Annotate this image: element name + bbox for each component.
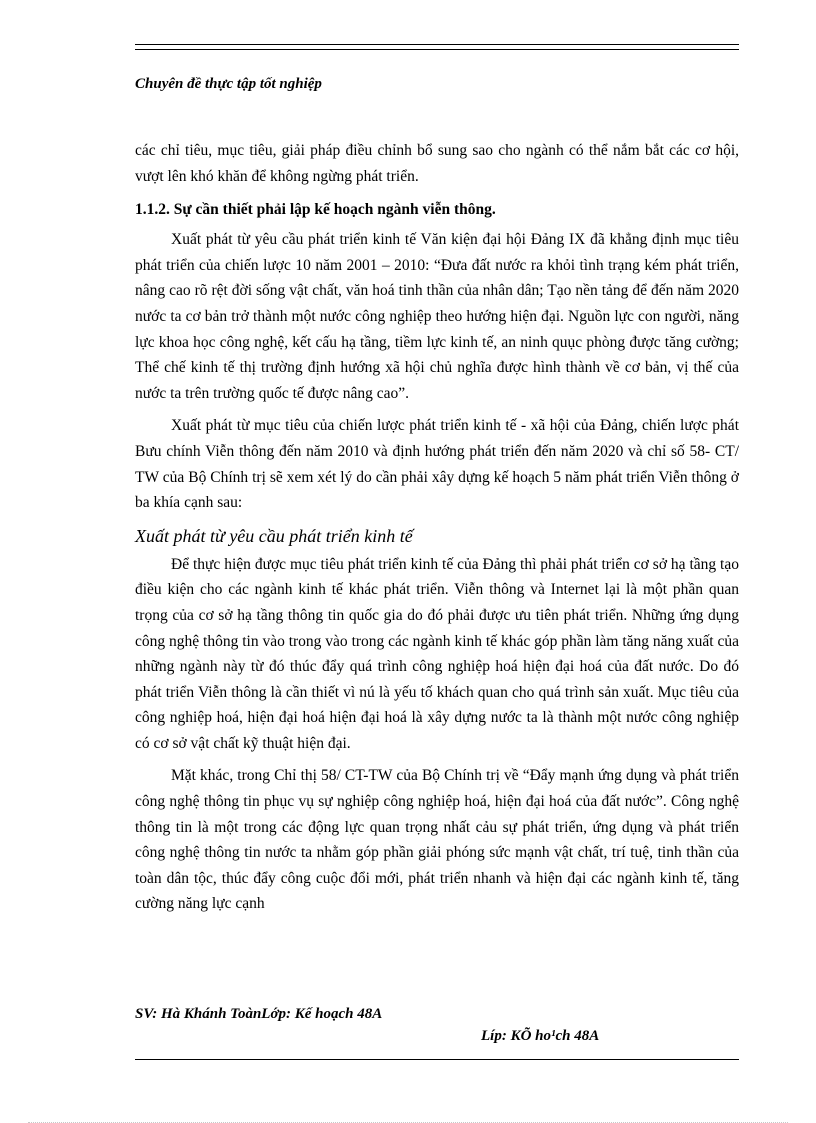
sub-heading: Xuất phát từ yêu cầu phát triển kinh tế	[135, 525, 413, 546]
paragraph-4: Mặt khác, trong Chỉ thị 58/ CT-TW của Bộ Chính trị về “Đẩy mạnh ứng dụng và phát triển công nghệ thông tin phục vụ sự nghiệp công nghiệp hoá, hiện đại hoá của đất nước”. Công nghệ thông tin là một trong các động lực quan trọng nhất cảu sự phát triển, ứng dụng và phát triển công nghệ thông tin nước ta nhằm góp phần giải phóng sức mạnh vật chất, trí tuệ, tinh thần của toàn dân tộc, thúc đẩy công cuộc đổi mới, phát triển nhanh và hiện đại các ngành kinh tế, tăng cường năng lực cạnh	[135, 767, 739, 913]
header-title: Chuyên đề thực tập tốt nghiệp	[135, 76, 322, 92]
paragraph-1: Xuất phát từ yêu cầu phát triển kinh tế Văn kiện đại hội Đảng IX đã khẳng định mục tiêu phát triển của chiến lược 10 năm 2001 – 2010: “Đưa đất nước ra khỏi tình trạng kém phát triển, nâng cao rõ rệt đời sống vật chất, văn hoá tinh thần của nhân dân; Tạo nền tảng để đến năm 2020 nước ta cơ bản trở thành một nước công nghiệp theo hướng hiện đại. Nguồn lực con người, năng lực khoa học công nghệ, kết cấu hạ tầng, tiềm lực kinh tế, an ninh quục phòng được tăng cường; Thể chế kinh tế thị trường định hướng xã hội chủ nghĩa được hình thành về cơ bản, vị thế của nước ta trên trường quốc tế được nâng cao”.	[135, 231, 739, 402]
footer-rule	[135, 1059, 739, 1060]
intro-paragraph: các chỉ tiêu, mục tiêu, giải pháp điều chỉnh bổ sung sao cho ngành có thể nắm bắt các cơ hội, vượt lên khó khăn để không ngừng phát triển.	[135, 142, 739, 185]
section-heading: 1.1.2. Sự cần thiết phải lập kế hoạch ngành viễn thông.	[135, 201, 496, 219]
header-double-rule	[135, 44, 739, 50]
footer-student: SV: Hà Khánh ToànLớp: Kế hoạch 48A	[135, 1006, 383, 1022]
page-body	[135, 138, 739, 917]
footer-class: Líp: KÕ ho¹ch 48A	[481, 1028, 600, 1044]
paragraph-2: Xuất phát từ mục tiêu của chiến lược phát triển kinh tế - xã hội của Đảng, chiến lược phát Bưu chính Viễn thông đến năm 2010 và định hướng phát triển đến năm 2020 và chỉ số 58- CT/ TW của Bộ Chính trị sẽ xem xét lý do cần phải xây dựng kế hoạch 5 năm phát triển Viễn thông ở ba khía cạnh sau:	[135, 417, 739, 512]
paragraph-3: Để thực hiện được mục tiêu phát triển kinh tế của Đảng thì phải phát triển cơ sở hạ tầng tạo điều kiện cho các ngành kinh tế khác phát triển. Viễn thông và Internet lại là một phần quan trọng của cơ sở hạ tầng thông tin quốc gia do đó phải được ưu tiên phát triển. Những ứng dụng công nghệ thông tin vào trong vào trong các ngành kinh tế khác góp phần làm tăng năng xuất của những ngành này từ đó thúc đẩy quá trình công nghiệp hoá hiện đại hoá của đất nước. Do đó phát triển Viễn thông là cần thiết vì nú là yếu tố khách quan cho quá trình sản xuất. Mục tiêu của công nghiệp hoá, hiện đại hoá hiện đại hoá là xây dựng nước ta là thành một nước công nghiệp có cơ sở vật chất kỹ thuật hiện đại.	[135, 555, 739, 752]
